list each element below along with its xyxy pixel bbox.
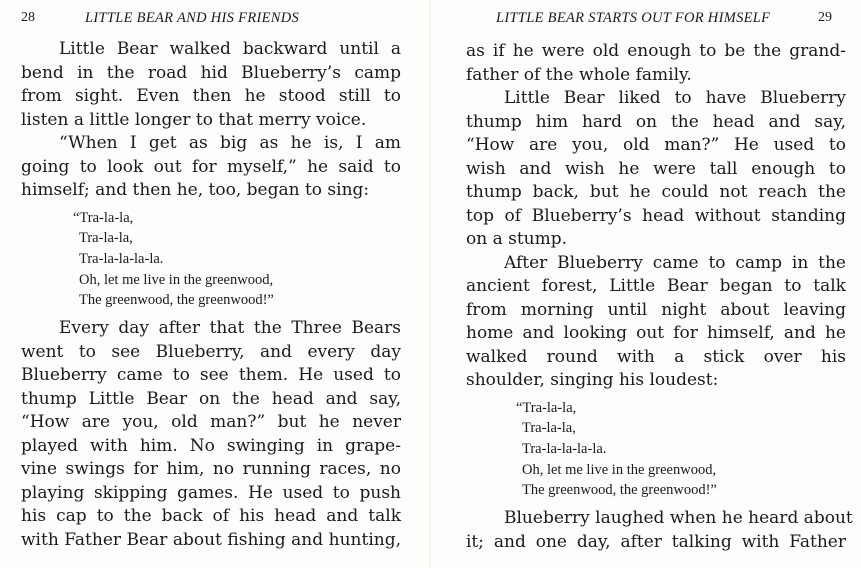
verse-line: Tra-la-la,	[522, 420, 576, 437]
text-line: Little Bear walked backward until a	[59, 39, 401, 59]
text-line: “When I get as big as he is, I am	[59, 133, 401, 153]
song-verse	[466, 398, 846, 502]
page-number: 29	[818, 10, 832, 25]
text-line: Little Bear liked to have Blueberry	[504, 88, 846, 108]
text-line: shoulder, singing his loudest:	[466, 370, 719, 390]
page-body	[21, 38, 401, 552]
right-page	[430, 0, 861, 568]
text-line: thump back, but he could not reach the	[466, 182, 846, 202]
text-line: vine swings for him, no running races, no	[21, 459, 401, 480]
text-line: “How are you, old man?” He used to	[466, 135, 846, 155]
left-page	[0, 0, 430, 568]
text-line: himself; and then he, too, began to sing:	[21, 180, 370, 200]
text-line: as if he were old enough to be the grand-	[466, 41, 846, 61]
text-line: with Father Bear about fishing and hunting,	[21, 529, 401, 550]
paragraph	[466, 40, 846, 87]
text-line: from sight. Even then he stood still to	[21, 86, 401, 106]
text-line: bend in the road hid Blueberry’s camp	[21, 62, 401, 83]
page-number: 28	[21, 10, 35, 25]
text-line: Blueberry laughed when he heard about	[504, 508, 853, 529]
text-line: ancient forest, Little Bear began to talk	[466, 276, 846, 296]
paragraph	[21, 317, 401, 552]
verse-line: Tra-la-la-la-la.	[79, 250, 164, 267]
text-line: walked round with a stick over his	[466, 346, 846, 367]
text-line: thump Little Bear on the head and say,	[21, 388, 401, 409]
verse-line: Tra-la-la-la-la.	[522, 440, 607, 457]
paragraph	[466, 252, 846, 393]
text-line: going to look out for myself,” he said to	[21, 156, 401, 177]
text-line: his cap to the back of his head and talk	[21, 506, 401, 527]
text-line: thump him hard on the head and say,	[466, 111, 846, 132]
text-line: Blueberry came to see them. He used to	[21, 365, 401, 386]
text-line: top of Blueberry’s head without standing	[466, 205, 846, 226]
running-head: LITTLE BEAR STARTS OUT FOR HIMSELF	[496, 10, 771, 26]
text-line: it; and one day, after talking with Father	[466, 531, 846, 552]
page-body	[466, 40, 853, 554]
song-verse	[21, 208, 401, 312]
text-line: wish and wish he were tall enough to	[466, 158, 846, 179]
verse-line: Oh, let me live in the greenwood,	[522, 461, 717, 478]
verse-line: The greenwood, the greenwood!”	[79, 292, 274, 309]
text-line: playing skipping games. He used to push	[21, 482, 401, 503]
text-line: from morning until night about leaving	[466, 299, 846, 320]
verse-line: Tra-la-la,	[79, 230, 133, 247]
verse-line: The greenwood, the greenwood!”	[522, 482, 717, 499]
text-line: “How are you, old man?” but he never	[21, 412, 401, 433]
paragraph	[21, 132, 401, 203]
text-line: Every day after that the Three Bears	[59, 318, 401, 339]
paragraph	[466, 87, 846, 252]
text-line: After Blueberry came to camp in the	[504, 252, 846, 273]
text-line: listen a little longer to that merry voice.	[21, 109, 367, 130]
text-line: home and looking out for himself, and he	[466, 323, 846, 343]
text-line: father of the whole family.	[466, 64, 692, 85]
verse-line: Oh, let me live in the greenwood,	[79, 271, 274, 288]
verse-line: “Tra-la-la,	[516, 399, 577, 416]
verse-line: “Tra-la-la,	[73, 209, 134, 226]
text-line: played with him. No swinging in grape-	[21, 435, 401, 456]
text-line: on a stump.	[466, 229, 568, 249]
paragraph	[21, 38, 401, 132]
paragraph	[466, 507, 853, 554]
running-head: LITTLE BEAR AND HIS FRIENDS	[85, 10, 300, 26]
text-line: went to see Blueberry, and every day	[21, 341, 401, 362]
